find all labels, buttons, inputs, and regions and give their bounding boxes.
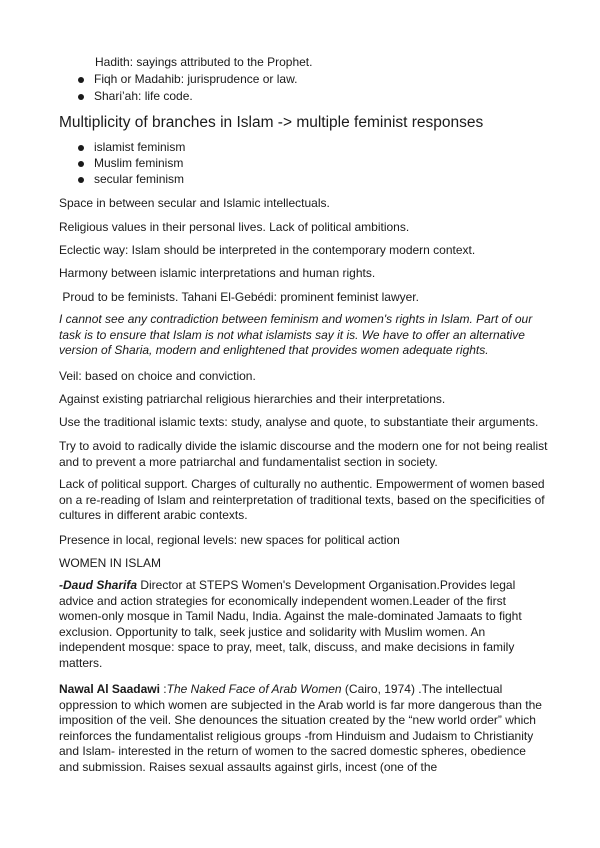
daud-sharifa-paragraph <box>59 578 549 671</box>
paragraph: Lack of political support. Charges of culturally no authentic. Empowerment of women based on a re-reading of Islam and reinterpretation of traditional texts, based on the specificities of cultures in different arabic contexts. <box>59 477 545 522</box>
bullet-icon <box>78 145 84 151</box>
bullet-icon <box>78 77 84 83</box>
paragraph: Against existing patriarchal religious hierarchies and their interpretations. <box>59 392 446 406</box>
paragraph: Proud to be feminists. Tahani El-Gebédi: prominent feminist lawyer. <box>59 290 419 304</box>
list-item-text: islamist feminism <box>94 140 186 154</box>
list-item-text: secular feminism <box>94 172 185 186</box>
hadith-line: Hadith: sayings attributed to the Prophet. <box>95 55 313 69</box>
list-item-text: Fiqh or Madahib: jurisprudence or law. <box>94 72 298 86</box>
person-name: -Daud Sharifa <box>59 578 138 592</box>
nawal-saadawi-paragraph <box>59 682 549 775</box>
section-heading: Multiplicity of branches in Islam -> multiple feminist responses <box>59 114 484 131</box>
person-name: Nawal Al Saadawi <box>59 682 160 696</box>
bullet-icon <box>78 94 84 100</box>
bullet-icon <box>78 161 84 167</box>
paragraph: Presence in local, regional levels: new spaces for political action <box>59 533 400 547</box>
colon-text: : <box>159 682 167 696</box>
paragraph: Veil: based on choice and conviction. <box>59 369 256 383</box>
paragraph-text: (Cairo, 1974) .The intellectual oppression to which women are subjected in the Arab world is far more dangerous than the imposition of the veil. She denounces the situation created by the “new world order” which reinforces the fundamentalist religious groups -from Hinduism and Judaism to Christianity and Islam- interested in the return of women to the sacred domestic spheres, obedience and submission. Raises sexual assaults against girls, incest (one of the <box>59 682 542 774</box>
paragraph: Religious values in their personal lives. Lack of political ambitions. <box>59 220 410 234</box>
paragraph: Use the traditional islamic texts: study, analyse and quote, to substantiate their arguments. <box>59 415 539 429</box>
women-in-islam-heading: WOMEN IN ISLAM <box>59 556 162 570</box>
paragraph: Harmony between islamic interpretations and human rights. <box>59 266 376 280</box>
quote-paragraph: I cannot see any contradiction between feminism and women's rights in Islam. Part of our task is to ensure that Islam is not what islamists say it is. We have to offer an alternative version of Sharia, modern and enlightened that provides women adequate rights. <box>59 312 533 357</box>
paragraph: Space in between secular and Islamic intellectuals. <box>59 196 330 210</box>
paragraph: Eclectic way: Islam should be interpreted in the contemporary modern context. <box>59 243 476 257</box>
paragraph-text: Director at STEPS Women's Development Organisation.Provides legal advice and action strategies for economically independent women.Leader of the first women-only mosque in Tamil Nadu, India. Against the male-dominated Jamaats to fight exclusion. Opportunity to talk, seek justice and solidarity with Muslim women. An independent mosque: space to pray, meet, talk, discuss, and make decisions in family matters. <box>59 578 522 670</box>
list-item-text: Muslim feminism <box>94 156 184 170</box>
list-item-text: Shari’ah: life code. <box>94 89 193 103</box>
paragraph: Try to avoid to radically divide the islamic discourse and the modern one for not being realist and to prevent a more patriarchal and fundamentalist section in society. <box>59 439 548 469</box>
bullet-icon <box>78 177 84 183</box>
book-title: The Naked Face of Arab Women <box>166 682 342 696</box>
